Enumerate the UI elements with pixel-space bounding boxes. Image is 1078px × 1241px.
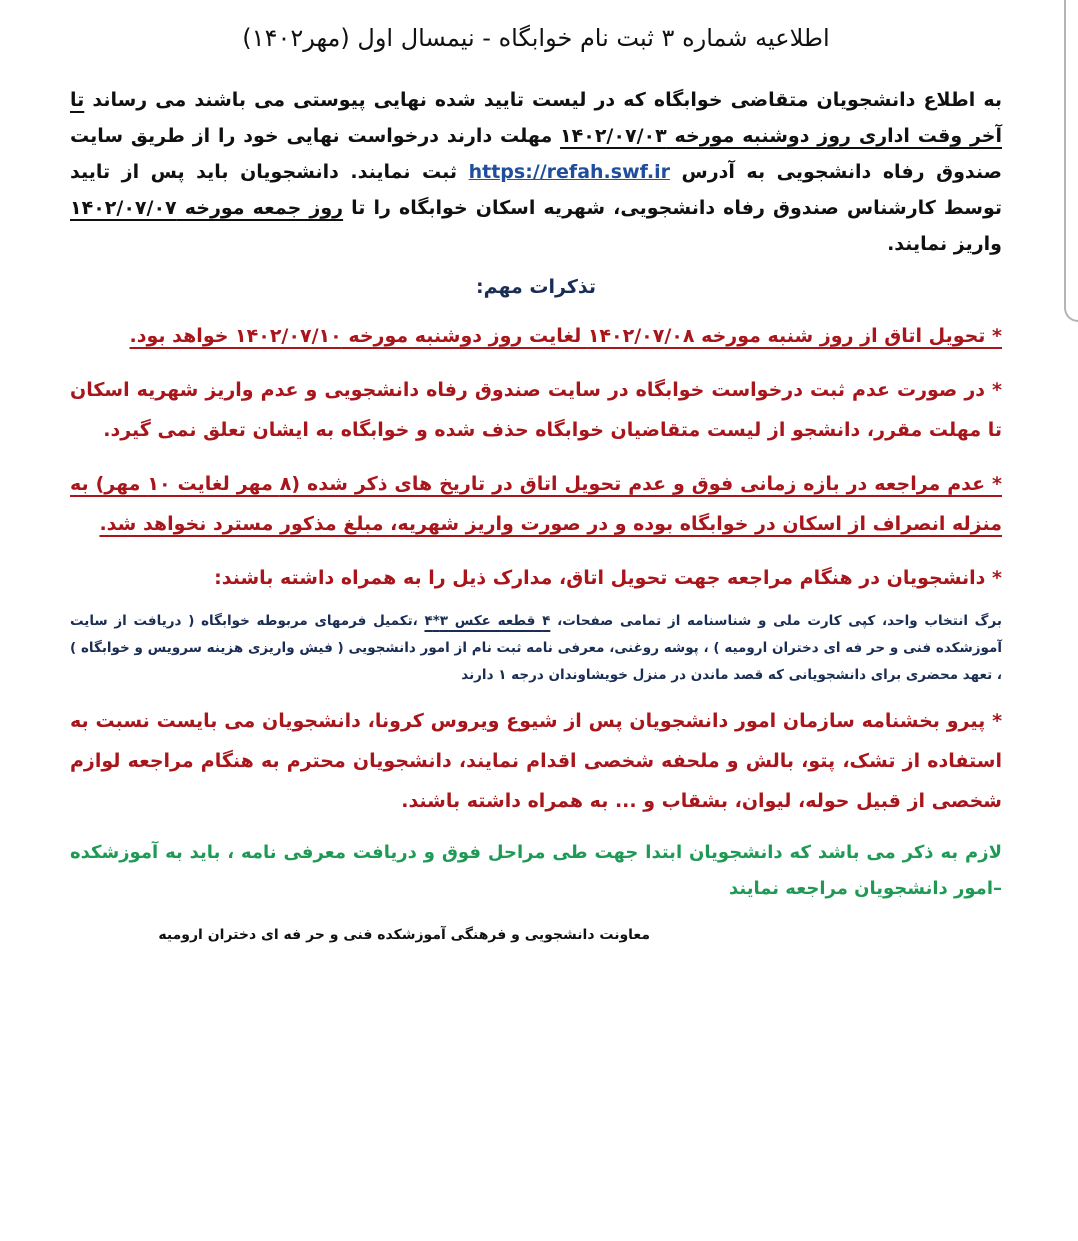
documents-text-1: برگ انتخاب واحد، کپی کارت ملی و شناسنامه از تمامی صفحات، (550, 612, 1002, 629)
note-registration-failure: * در صورت عدم ثبت درخواست خوابگاه در سایت صندوق رفاه دانشجویی و عدم واریز شهریه اسکان تا مهلت مقرر، دانشجو از لیست متقاضیان خوابگاه حذف شده و خوابگاه به ایشان تعلق نمی گیرد. (70, 378, 1002, 441)
announcement-document (70, 22, 1002, 943)
deadline-payment: روز جمعه مورخه ۱۴۰۲/۰۷/۰۷ (70, 196, 344, 219)
note-corona-personal-items: * پیرو بخشنامه سازمان امور دانشجویان پس از شیوع ویروس کرونا، دانشجویان می بایست نسبت به استفاده از تشک، پتو، بالش و ملحفه شخصی اقدام نمایند، دانشجویان محترم به هنگام مراجعه لوازم شخصی از قبیل حوله، لیوان، بشقاب و ... به همراه داشته باشند. (70, 709, 1002, 812)
note-room-delivery-text: * تحویل اتاق از روز شنبه مورخه ۱۴۰۲/۰۷/۰۸ لغایت روز دوشنبه مورخه ۱۴۰۲/۰۷/۱۰ خواهد بود. (129, 324, 1002, 347)
required-documents-list (70, 608, 1002, 689)
intro-text-1: به اطلاع دانشجویان متقاضی خوابگاه که در لیست تایید شده نهایی پیوستی می باشند می رساند (84, 88, 1002, 111)
note-no-show-text: * عدم مراجعه در بازه زمانی فوق و عدم تحویل اتاق در تاریخ های ذکر شده (۸ مهر لغایت ۱۰ مهر) به منزله انصراف از اسکان در خوابگاه بوده و در صورت واریز شهریه، مبلغ مذکور مسترد نخواهد شد. (70, 472, 1002, 535)
documents-text-2: ،تکمیل فرمهای مربوطه خوابگاه ( دریافت از سایت آموزشکده فنی و حر فه ای دختران ارومیه ) ، پوشه روغنی، معرفی نامه ثبت نام از امور دانشجویی ( فیش واریزی هزینه سرویس و خوابگاه ) ، تعهد محضری برای دانشجویانی که قصد ماندن در منزل خویشاوندان درجه ۱ دارند (70, 612, 1002, 683)
signature-line: معاونت دانشجویی و فرهنگی آموزشکده فنی و حر فه ای دختران ارومیه (158, 926, 650, 943)
notes-heading: تذکرات مهم: (475, 275, 596, 298)
intro-text-2: مهلت دارند درخواست نهایی خود را از طریق سایت صندوق رفاه دانشجویی به آدرس (70, 124, 1002, 183)
document-title: اطلاعیه شماره ۳ ثبت نام خوابگاه - نیمسال اول (مهر۱۴۰۲) (242, 24, 830, 52)
note-referral-letter: لازم به ذکر می باشد که دانشجویان ابتدا جهت طی مراحل فوق و دریافت معرفی نامه ، باید به آموزشکده –امور دانشجویان مراجعه نمایند (70, 841, 1002, 899)
refah-website-link[interactable]: https://refah.swf.ir (468, 160, 670, 183)
documents-photos: ۴ قطعه عکس ۳*۴ (424, 612, 551, 629)
note-required-documents-heading: * دانشجویان در هنگام مراجعه جهت تحویل اتاق، مدارک ذیل را به همراه داشته باشند: (214, 566, 1002, 589)
deadline-registration: تا آخر وقت اداری روز دوشنبه مورخه ۱۴۰۲/۰۷/۰۳ (70, 88, 1002, 147)
note-no-show (70, 464, 1002, 544)
note-room-delivery (70, 316, 1002, 356)
page-edge-border (1064, 0, 1078, 322)
intro-paragraph (70, 82, 1002, 262)
intro-text-4: واریز نمایند. (887, 232, 1002, 255)
intro-text-3: ثبت نمایند. دانشجویان باید پس از تایید توسط کارشناس صندوق رفاه دانشجویی، شهریه اسکان خوابگاه را تا (70, 160, 1002, 219)
